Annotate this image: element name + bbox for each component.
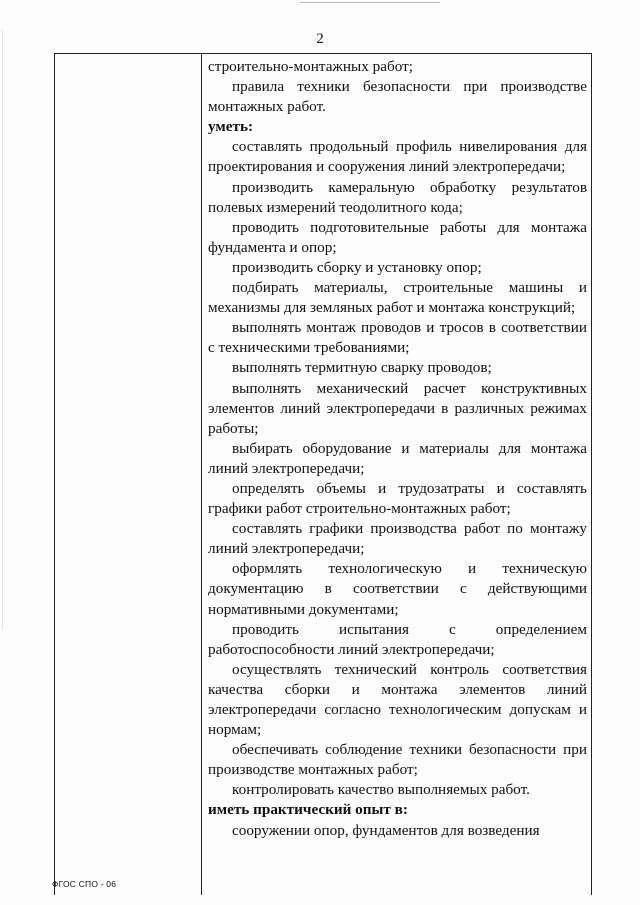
- paragraph: выполнять термитную сварку проводов;: [232, 359, 492, 377]
- paragraph: производить сборку и установку опор;: [232, 258, 482, 276]
- section-heading: иметь практический опыт в:: [208, 801, 408, 819]
- paragraph: составлять графики производства работ по монтажу линий электропередачи;: [208, 520, 587, 558]
- paragraph: сооружении опор, фундаментов для возведения: [232, 821, 540, 839]
- paragraph: выбирать оборудование и материалы для монтажа линий электропередачи;: [208, 439, 587, 477]
- paragraph: оформлять технологическую и техническую документацию в соответствии с действующими нормативными документами;: [208, 560, 587, 618]
- table-cell-competencies: [208, 57, 587, 841]
- paragraph: выполнять механический расчет конструктивных элементов линий электропередачи в различных режимах работы;: [208, 379, 587, 437]
- scan-artifact-line: [300, 2, 440, 3]
- paragraph: контролировать качество выполняемых работ.: [232, 781, 530, 799]
- page-number: 2: [316, 31, 324, 47]
- paragraph: проводить подготовительные работы для монтажа фундамента и опор;: [208, 218, 587, 256]
- paragraph: строительно-монтажных работ;: [208, 58, 413, 75]
- scan-artifact-edge: [2, 30, 3, 630]
- paragraph: проводить испытания с определением работоспособности линий электропередачи;: [208, 620, 587, 658]
- paragraph: обеспечивать соблюдение техники безопасности при производстве монтажных работ;: [208, 741, 587, 779]
- paragraph: осуществлять технический контроль соответствия качества сборки и монтажа элементов линий электропередачи согласно технологическим допускам и нормам;: [208, 660, 587, 739]
- section-heading: уметь:: [208, 118, 254, 136]
- paragraph: правила техники безопасности при производстве монтажных работ.: [208, 78, 587, 116]
- footer-standard-code: ФГОС СПО - 06: [52, 879, 117, 889]
- paragraph: составлять продольный профиль нивелирования для проектирования и сооружения линий электропередачи;: [208, 138, 587, 176]
- paragraph: производить камеральную обработку результатов полевых измерений теодолитного кода;: [208, 178, 587, 216]
- paragraph: определять объемы и трудозатраты и составлять графики работ строительно-монтажных работ;: [208, 479, 587, 518]
- table-column-divider: [201, 53, 202, 895]
- paragraph: подбирать материалы, строительные машины и механизмы для земляных работ и монтажа конструкций;: [208, 279, 587, 317]
- paragraph: выполнять монтаж проводов и тросов в соответствии с техническими требованиями;: [208, 319, 587, 357]
